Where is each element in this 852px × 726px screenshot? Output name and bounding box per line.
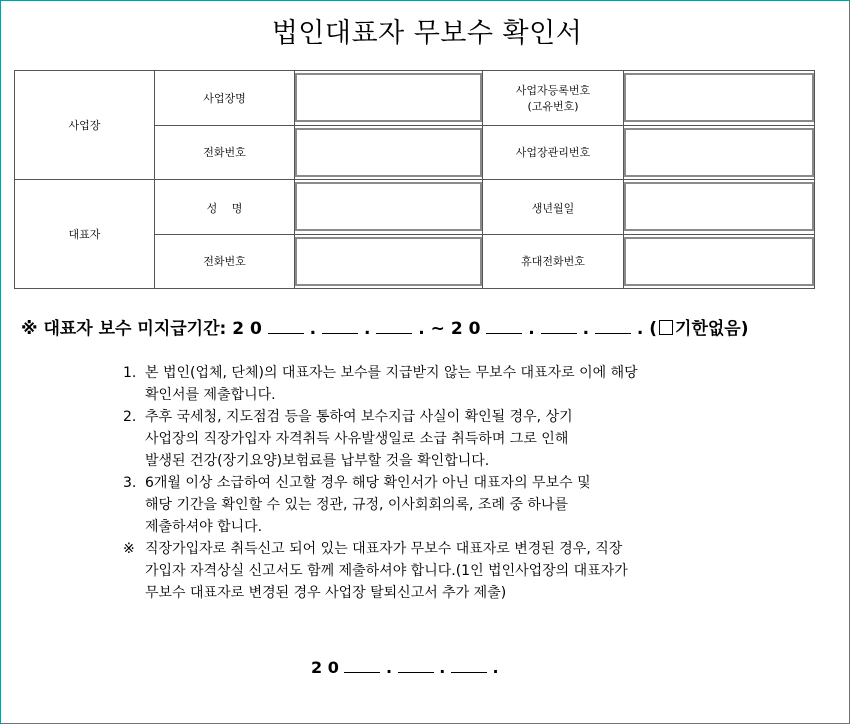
unpaid-period-line: ※ 대표자 보수 미지급기간: 2 0 . . . ~ 2 0 . . . ( 기한없음) <box>21 319 749 339</box>
note-item: 3. 6개월 이상 소급하여 신고할 경우 해당 확인서가 아닌 대표자의 무보수 및 해당 기간을 확인할 수 있는 정관, 규정, 이사회회의록, 조례 중 하나를 제출하셔야 합니다. <box>123 472 743 538</box>
end-month-blank[interactable] <box>541 333 577 334</box>
biz-reg-no-label: 사업자등록번호 (고유번호) <box>483 71 624 126</box>
note-marker: ※ <box>123 541 135 557</box>
notes-list <box>123 362 743 604</box>
no-limit-label: 기한없음) <box>675 319 749 339</box>
note-marker: 2. <box>123 409 137 425</box>
info-table <box>14 70 815 289</box>
note-item: 1. 본 법인(업체, 단체)의 대표자는 보수를 지급받지 않는 무보수 대표자로 이에 해당 확인서를 제출합니다. <box>123 362 743 406</box>
period-tilde: ~ 2 0 <box>430 319 481 339</box>
biz-reg-no-field[interactable] <box>624 71 815 126</box>
rep-mobile-field[interactable] <box>624 234 815 289</box>
rep-birth-field[interactable] <box>624 180 815 235</box>
start-year-blank[interactable] <box>268 333 304 334</box>
note-item: ※ 직장가입자로 취득신고 되어 있는 대표자가 무보수 대표자로 변경된 경우, 직장 가입자 자격상실 신고서도 함께 제출하셔야 합니다.(1인 법인사업장의 대표자가 무보수 대표자로 변경된 경우 사업장 탈퇴신고서 추가 제출) <box>123 538 743 604</box>
date-year-blank[interactable] <box>344 672 380 673</box>
rep-group-label: 대표자 <box>15 180 155 289</box>
submission-date-line: 2 0 . . . <box>311 658 499 677</box>
workplace-phone-field[interactable] <box>295 125 483 180</box>
note-marker: 3. <box>123 475 137 491</box>
rep-mobile-label: 휴대전화번호 <box>483 234 624 289</box>
end-day-blank[interactable] <box>595 333 631 334</box>
workplace-phone-label: 전화번호 <box>155 125 295 180</box>
rep-phone-field[interactable] <box>295 234 483 289</box>
rep-name-field[interactable] <box>295 180 483 235</box>
workplace-mgmt-no-field[interactable] <box>624 125 815 180</box>
workplace-group-label: 사업장 <box>15 71 155 180</box>
rep-birth-label: 생년월일 <box>483 180 624 235</box>
rep-name-label: 성 명 <box>155 180 295 235</box>
period-label: ※ 대표자 보수 미지급기간: 2 0 <box>21 319 262 339</box>
rep-phone-label: 전화번호 <box>155 234 295 289</box>
start-month-blank[interactable] <box>322 333 358 334</box>
workplace-name-label: 사업장명 <box>155 71 295 126</box>
note-marker: 1. <box>123 365 137 381</box>
no-limit-checkbox[interactable] <box>659 320 673 335</box>
workplace-mgmt-no-label: 사업장관리번호 <box>483 125 624 180</box>
date-month-blank[interactable] <box>398 672 434 673</box>
note-item: 2. 추후 국세청, 지도점검 등을 통하여 보수지급 사실이 확인될 경우, 상기 사업장의 직장가입자 자격취득 사유발생일로 소급 취득하며 그로 인해 발생된 건강(장기요양)보험료를 납부할 것을 확인합니다. <box>123 406 743 472</box>
end-year-blank[interactable] <box>486 333 522 334</box>
workplace-name-field[interactable] <box>295 71 483 126</box>
document-title: 법인대표자 무보수 확인서 <box>271 18 583 49</box>
date-day-blank[interactable] <box>451 672 487 673</box>
start-day-blank[interactable] <box>376 333 412 334</box>
